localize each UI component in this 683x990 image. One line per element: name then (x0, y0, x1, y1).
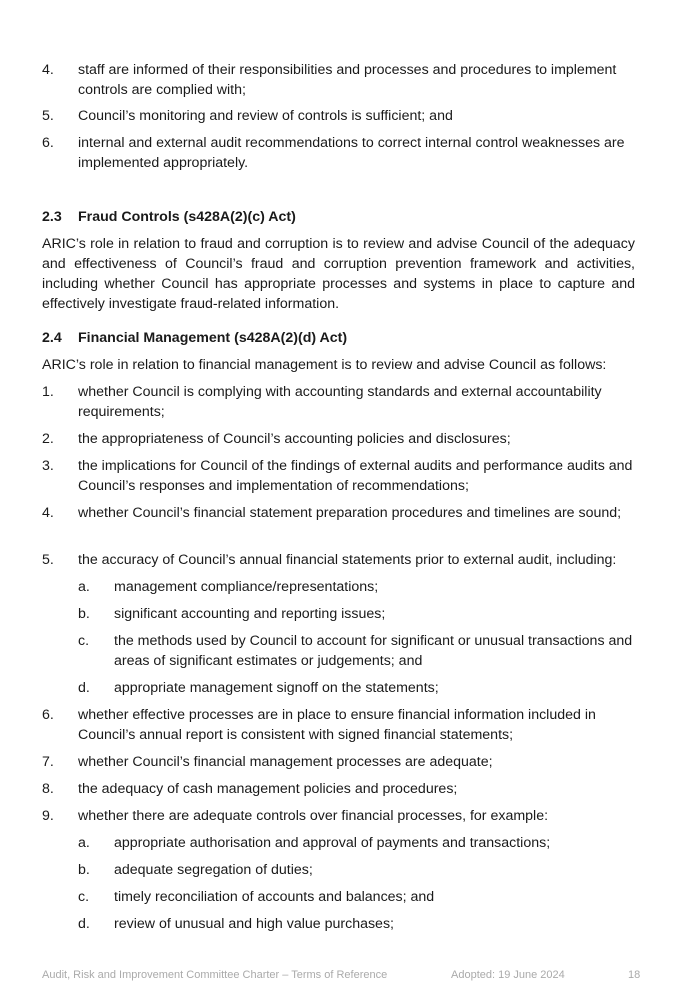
section-title: Financial Management (s428A(2)(d) Act) (78, 330, 348, 346)
sub-list-item-text: adequate segregation of duties; (114, 862, 313, 878)
list-item-text: staff are informed of their responsibilities and processes and procedures to implement controls are complied with; (78, 62, 617, 98)
list-item (42, 429, 637, 449)
sub-list-item-text: management compliance/representations; (114, 579, 379, 595)
list-item-number: 3. (42, 458, 54, 474)
list-item (42, 550, 637, 570)
footer-page-number: 18 (628, 969, 641, 981)
sub-list-item-letter: a. (78, 835, 90, 851)
list-item-text: Council’s monitoring and review of controls is sufficient; and (78, 108, 453, 124)
list-item-number: 4. (42, 62, 54, 78)
sub-list-item-letter: d. (78, 680, 90, 696)
list-item-text: the accuracy of Council’s annual financial statements prior to external audit, including: (78, 552, 617, 568)
section-heading-2-4 (42, 328, 347, 348)
list-item (42, 106, 637, 126)
list-item (42, 779, 637, 799)
footer-adopted-date: Adopted: 19 June 2024 (451, 969, 565, 981)
section-number: 2.3 (42, 209, 62, 225)
sub-list-item (78, 631, 637, 671)
list-item (42, 456, 637, 496)
sub-list-item (78, 577, 637, 597)
list-item (42, 503, 637, 523)
list-item-text: whether Council is complying with accounting standards and external accountability requirements; (78, 384, 602, 420)
list-item-number: 4. (42, 505, 54, 521)
sub-list-item-text: the methods used by Council to account for significant or unusual transactions and areas of significant estimates or judgements; and (114, 633, 633, 669)
list-item (42, 382, 637, 422)
sub-list-item (78, 833, 637, 853)
section-heading-2-3 (42, 207, 296, 227)
list-item-number: 8. (42, 781, 54, 797)
list-item (42, 806, 637, 826)
sub-list-item (78, 914, 637, 934)
list-item-number: 1. (42, 384, 54, 400)
list-item-text: whether effective processes are in place to ensure financial information included in Council’s annual report is consistent with signed financial statements; (78, 707, 596, 743)
footer-document-title: Audit, Risk and Improvement Committee Charter – Terms of Reference (42, 969, 388, 981)
sub-list-item-text: timely reconciliation of accounts and balances; and (114, 889, 435, 905)
list-item-number: 7. (42, 754, 54, 770)
sub-list-item (78, 887, 637, 907)
list-item (42, 752, 637, 772)
section-2-4-intro: ARIC’s role in relation to financial management is to review and advise Council as follows: (42, 357, 607, 373)
sub-list-item-text: review of unusual and high value purchases; (114, 916, 394, 932)
list-item (42, 133, 637, 173)
list-item-text: internal and external audit recommendations to correct internal control weaknesses are implemented appropriately. (78, 135, 625, 171)
sub-list-item (78, 678, 637, 698)
sub-list-item-letter: a. (78, 579, 90, 595)
sub-list-item-letter: c. (78, 633, 90, 649)
sub-list-item-text: appropriate management signoff on the statements; (114, 680, 439, 696)
list-item-text: whether Council’s financial statement preparation procedures and timelines are sound; (78, 505, 622, 521)
list-item-text: the implications for Council of the findings of external audits and performance audits and Council’s responses and implementation of recommendations; (78, 458, 633, 494)
list-item-number: 6. (42, 707, 54, 723)
sub-list-item (78, 604, 637, 624)
section-2-3-body: ARIC’s role in relation to fraud and corruption is to review and advise Council of the adequacy and effectiveness of Council’s fraud and corruption prevention framework and activities, including whether Council has appropriate processes and systems in place to capture and effectively investigate fraud-related information. (42, 236, 635, 312)
sub-list-item (78, 860, 637, 880)
list-item-number: 5. (42, 552, 54, 568)
section-number: 2.4 (42, 330, 62, 346)
list-item-number: 2. (42, 431, 54, 447)
sub-list-item-letter: d. (78, 916, 90, 932)
sub-list-item-letter: c. (78, 889, 90, 905)
sub-list-item-text: appropriate authorisation and approval of payments and transactions; (114, 835, 551, 851)
list-item-text: whether Council’s financial management processes are adequate; (78, 754, 493, 770)
list-item (42, 60, 637, 100)
sub-list-item-text: significant accounting and reporting issues; (114, 606, 386, 622)
list-item-text: whether there are adequate controls over financial processes, for example: (78, 808, 549, 824)
sub-list-item-letter: b. (78, 862, 90, 878)
section-title: Fraud Controls (s428A(2)(c) Act) (78, 209, 296, 225)
sub-list-item-letter: b. (78, 606, 90, 622)
list-item-number: 9. (42, 808, 54, 824)
list-item-number: 5. (42, 108, 54, 124)
list-item-number: 6. (42, 135, 54, 151)
list-item-text: the adequacy of cash management policies and procedures; (78, 781, 458, 797)
list-item-text: the appropriateness of Council’s accounting policies and disclosures; (78, 431, 511, 447)
list-item (42, 705, 637, 745)
